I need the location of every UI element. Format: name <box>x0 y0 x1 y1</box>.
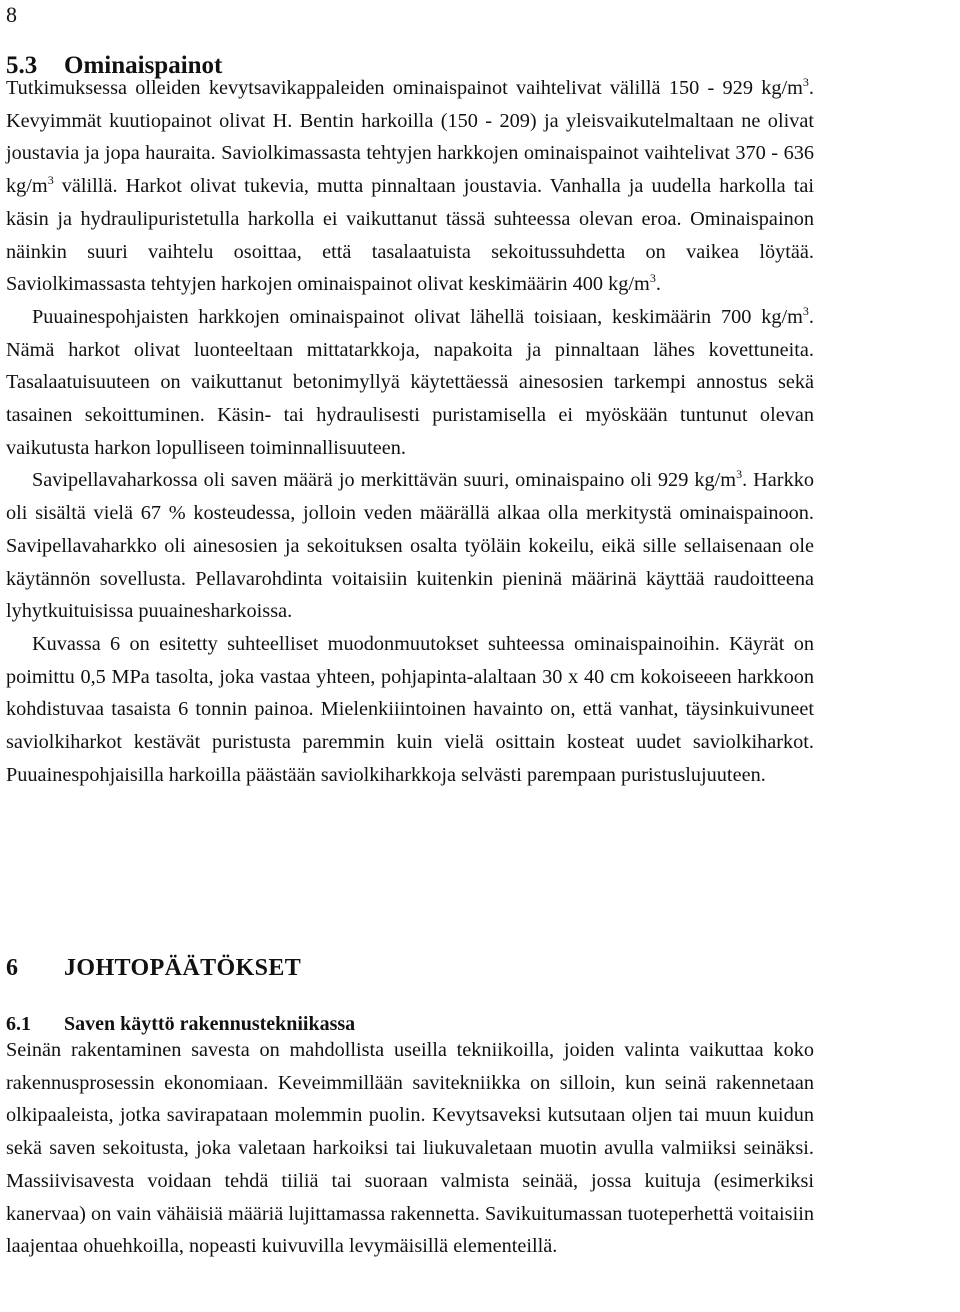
superscript: 3 <box>47 173 54 188</box>
section-number: 5.3 <box>6 52 38 79</box>
superscript: 3 <box>802 303 809 318</box>
superscript: 3 <box>736 467 743 482</box>
section-number: 6.1 <box>6 1013 31 1035</box>
text-run: . <box>655 273 661 296</box>
section-heading-6-1 <box>6 1013 355 1036</box>
text-run: . Harkko oli sisältä vielä 67 % kosteudessa, jolloin veden määrällä alkaa olla merkitystä ominaispainoon. Savipellavaharkko oli ainesosien ja sekoituksen osalta työläin kokeilu, eikä sille sellaisenaan ole käytännön sovellusta. Pellavarohdinta voitaisiin kuitenkin pieninä määrinä käyttää raudoitteena lyhytkuituisissa puuainesharkoissa. <box>6 469 814 623</box>
chapter-title: JOHTOPÄÄTÖKSET <box>64 955 302 981</box>
text-run: välillä. Harkot olivat tukevia, mutta pinnaltaan joustavia. Vanhalla ja uudella harkolla tai käsin ja hydraulipuristetulla harkolla ei vaikuttanut tässä suhteessa olevan eroa. Ominaispainon näinkin suuri vaihtelu osoittaa, että tasalaatuista sekoitussuhdetta on vaikea löytää. Saviolkimassasta tehtyjen harkojen ominaispainot olivat keskimäärin 400 kg/m <box>6 175 814 296</box>
text-run: Kuvassa 6 on esitetty suhteelliset muodonmuutokset suhteessa ominaispainoihin. Käyrät on poimittu 0,5 MPa tasolta, joka vastaa yhteen, pohjapinta-alaltaan 30 x 40 cm kokoiseeen harkkoon kohdistuvaa tasaista 6 tonnin painoa. Mielenkiiintoinen havainto on, että vanhat, täysinkuivuneet saviolkiharkot kestävät puristusta paremmin kuin vielä osittain kosteat uudet saviolkiharkot. Puuainespohjaisilla harkoilla päästään saviolkiharkkoja selvästi parempaan puristuslujuuteen. <box>6 632 814 786</box>
paragraph <box>6 464 814 628</box>
superscript: 3 <box>802 75 809 89</box>
paragraph <box>6 628 814 792</box>
text-run: . Kevyimmät kuutiopainot olivat H. Bentin harkoilla (150 - 209) ja yleisvaikutelmaltaan ne olivat joustavia ja jopa hauraita. Saviolkimassasta tehtyjen harkkojen ominaispainot vaihtelivat 370 - 636 kg/m <box>6 77 814 198</box>
text-run: Tutkimuksessa olleiden kevytsavikappaleiden ominaispainot vaihtelivat välillä 150 - 929 kg/m <box>6 77 803 99</box>
superscript: 3 <box>649 271 656 286</box>
chapter-heading-6 <box>6 955 301 982</box>
section-6-1-body <box>6 1034 814 1263</box>
chapter-number: 6 <box>6 955 19 981</box>
section-title: Saven käyttö rakennustekniikassa <box>64 1013 356 1035</box>
text-run: Seinän rakentaminen savesta on mahdollista useilla tekniikoilla, joiden valinta vaikuttaa koko rakennusprosessin ekonomiaan. Keveimmillään savitekniikka on silloin, kun seinä rakennetaan olkipaaleista, jotka savirapataan molemmin puolin. Kevytsaveksi kutsutaan oljen tai muun kuidun sekä saven sekoitusta, joka valetaan harkoiksi tai liukuvaletaan muotin avulla valmiiksi seinäksi. Massiivisavesta voidaan tehdä tiiliä tai suoraan valmista seinää, jossa kuituja (esimerkiksi kanervaa) on vain vähäisiä määriä lujittamassa rakennetta. Savikuitumassan tuoteperhettä voitaisiin laajentaa ohuehkoilla, nopeasti kuivuvilla levymäisillä elementeillä. <box>6 1039 814 1258</box>
section-title: Ominaispainot <box>64 52 223 79</box>
paragraph <box>6 1034 814 1263</box>
text-run: Puuainespohjaisten harkkojen ominaispainot olivat lähellä toisiaan, keskimäärin 700 kg/m <box>32 305 803 328</box>
paragraph <box>6 301 814 465</box>
paragraph <box>6 72 814 301</box>
page-number: 8 <box>6 2 17 27</box>
text-run: . Nämä harkot olivat luonteeltaan mittatarkkoja, napakoita ja pinnaltaan lähes kovettuneita. Tasalaatuisuuteen on vaikuttanut betonimyllyä käytettäessä ainesosien tarkempi annostus sekä tasainen sekoittuminen. Käsin- tai hydraulisesti puristamisella ei myöskään tuntunut olevan vaikutusta harkon lopulliseen toiminnallisuuteen. <box>6 305 814 459</box>
section-5-3-body <box>6 72 814 791</box>
text-run: Savipellavaharkossa oli saven määrä jo merkittävän suuri, ominaispaino oli 929 kg/m <box>32 469 737 492</box>
